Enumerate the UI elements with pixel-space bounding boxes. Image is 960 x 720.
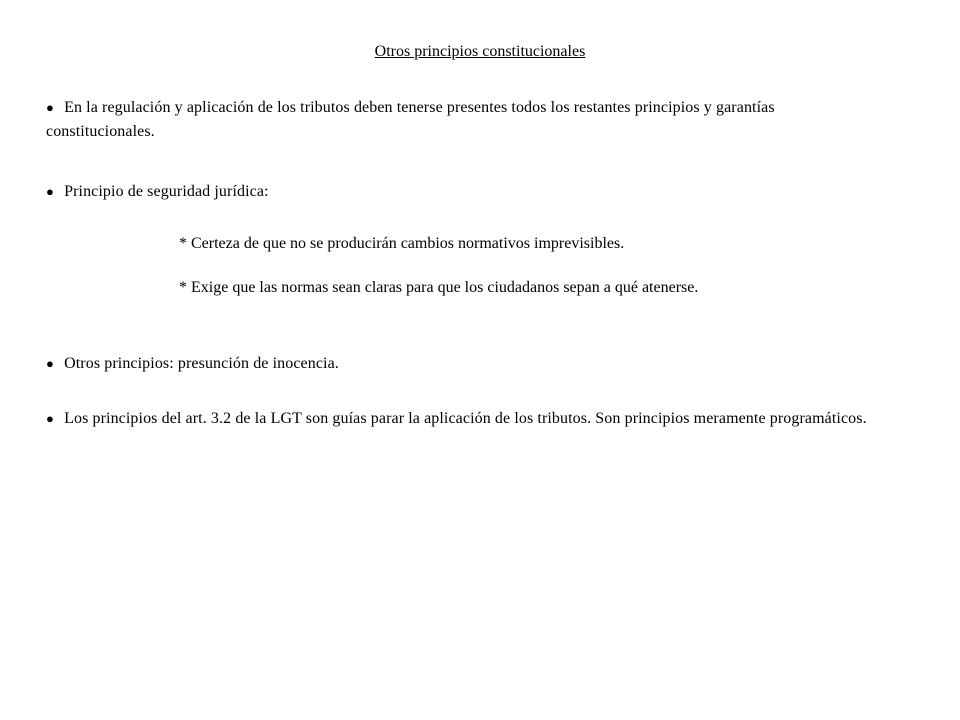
sub-item-1: * Certeza de que no se producirán cambios normativos imprevisibles. <box>179 235 625 252</box>
bullet-paragraph-4 <box>46 407 876 431</box>
bullet-text: Principio de seguridad jurídica: <box>64 183 269 200</box>
bullet-paragraph-1 <box>46 96 876 144</box>
bullet-icon: ● <box>46 356 54 371</box>
slide-title: Otros principios constitucionales <box>374 43 586 60</box>
bullet-paragraph-2 <box>46 180 876 204</box>
bullet-icon: ● <box>46 184 54 199</box>
bullet-icon: ● <box>46 411 54 426</box>
bullet-paragraph-3 <box>46 352 876 376</box>
bullet-icon: ● <box>46 100 54 115</box>
bullet-text: En la regulación y aplicación de los tributos deben tenerse presentes todos los restantes principios y garantías constitucionales. <box>46 99 775 140</box>
bullet-text: Los principios del art. 3.2 de la LGT son guías parar la aplicación de los tributos. Son principios meramente programáticos. <box>64 410 867 427</box>
sub-item-2: * Exige que las normas sean claras para que los ciudadanos sepan a qué atenerse. <box>179 279 699 296</box>
slide-title-container <box>0 42 960 62</box>
bullet-text: Otros principios: presunción de inocencia. <box>64 355 339 372</box>
